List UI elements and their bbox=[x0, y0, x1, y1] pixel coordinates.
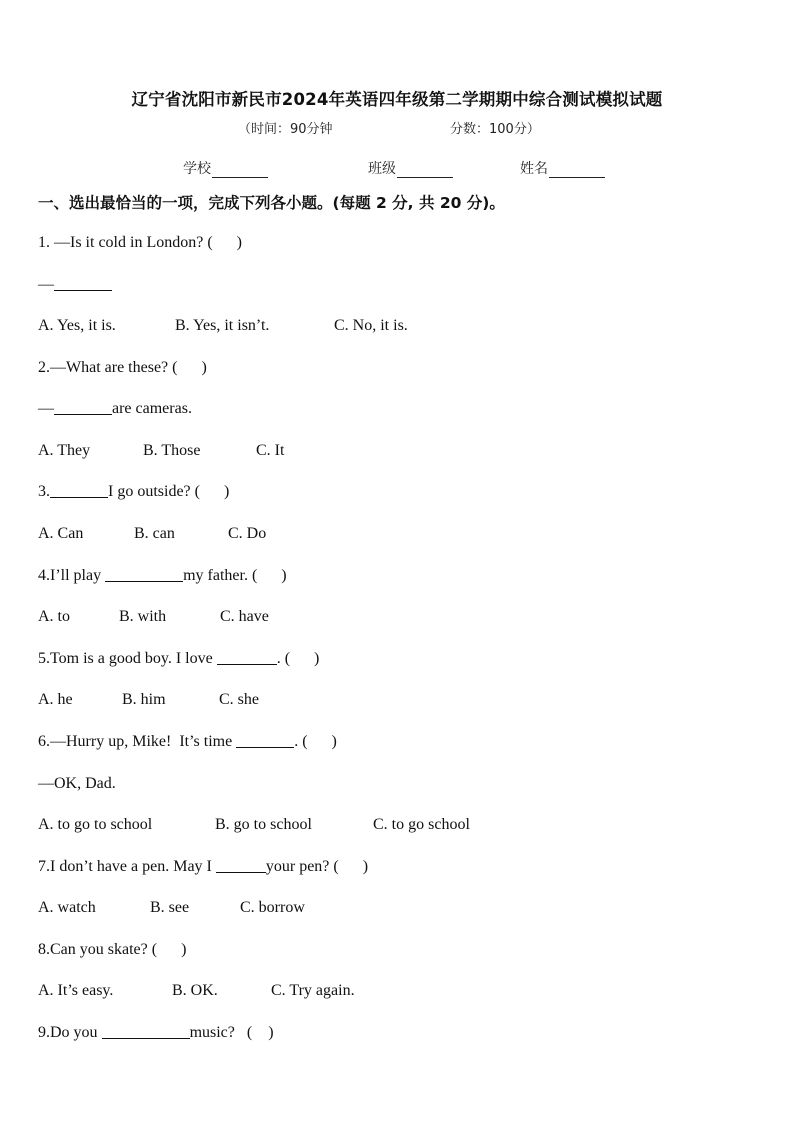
question-7 bbox=[38, 857, 368, 877]
option-c[interactable]: C. to go school bbox=[373, 816, 470, 833]
class-field bbox=[368, 158, 453, 178]
option-c[interactable]: C. Do bbox=[228, 525, 267, 542]
question-8: 8.Can you skate? ( ) bbox=[38, 941, 187, 958]
question-text-end: my father. ( ) bbox=[183, 567, 287, 584]
options-8 bbox=[38, 981, 355, 1001]
answer-suffix: are cameras. bbox=[112, 400, 192, 417]
option-c[interactable]: C. borrow bbox=[240, 899, 305, 916]
option-c[interactable]: C. Try again. bbox=[271, 982, 355, 999]
answer-blank[interactable] bbox=[54, 275, 112, 291]
question-1: 1. —Is it cold in London? ( ) bbox=[38, 234, 242, 251]
question-text-end: music? ( ) bbox=[189, 1024, 274, 1041]
question-text: 7.I don’t have a pen. May I bbox=[38, 858, 216, 875]
question-4 bbox=[38, 566, 287, 586]
answer-blank[interactable] bbox=[216, 857, 266, 873]
answer-blank[interactable] bbox=[236, 732, 294, 748]
section-title: 一、选出最恰当的一项，完成下列各小题。(每题 2 分, 共 20 分)。 bbox=[38, 194, 505, 212]
question-text: 9.Do you bbox=[38, 1024, 102, 1041]
question-number: 3. bbox=[38, 483, 50, 500]
option-b[interactable]: B. OK. bbox=[172, 982, 218, 999]
answer-line-1 bbox=[38, 275, 112, 295]
options-4 bbox=[38, 607, 269, 627]
option-b[interactable]: B. Those bbox=[143, 442, 201, 459]
question-9 bbox=[38, 1023, 274, 1043]
answer-blank[interactable] bbox=[50, 482, 108, 498]
option-c[interactable]: C. she bbox=[219, 691, 259, 708]
answer-blank[interactable] bbox=[102, 1023, 190, 1039]
page-title: 辽宁省沈阳市新民市2024年英语四年级第二学期期中综合测试模拟试题 bbox=[131, 90, 663, 109]
option-c[interactable]: C. No, it is. bbox=[334, 317, 408, 334]
option-c[interactable]: C. It bbox=[256, 442, 285, 459]
options-6 bbox=[38, 815, 470, 835]
option-b[interactable]: B. Yes, it isn’t. bbox=[175, 317, 270, 334]
options-2 bbox=[38, 441, 284, 461]
question-text: 5.Tom is a good boy. I love bbox=[38, 650, 217, 667]
school-field bbox=[183, 158, 268, 178]
option-a[interactable]: A. It’s easy. bbox=[38, 982, 114, 999]
answer-blank[interactable] bbox=[54, 399, 112, 415]
class-blank[interactable] bbox=[397, 163, 453, 178]
question-text: 6.—Hurry up, Mike! It’s time bbox=[38, 733, 237, 750]
question-text: I go outside? ( ) bbox=[108, 483, 230, 500]
option-b[interactable]: B. go to school bbox=[215, 816, 312, 833]
question-text: 4.I’ll play bbox=[38, 567, 106, 584]
exam-time: （时间：90分钟 bbox=[238, 122, 333, 137]
option-a[interactable]: A. Can bbox=[38, 525, 84, 542]
question-text-end: . ( ) bbox=[276, 650, 320, 667]
option-a[interactable]: A. Yes, it is. bbox=[38, 317, 116, 334]
options-3 bbox=[38, 524, 266, 544]
name-field bbox=[520, 158, 605, 178]
exam-score: 分数：100分） bbox=[450, 122, 540, 137]
name-blank[interactable] bbox=[549, 163, 605, 178]
question-text-end: . ( ) bbox=[294, 733, 337, 750]
class-label: 班级 bbox=[368, 161, 396, 177]
option-a[interactable]: A. to bbox=[38, 608, 70, 625]
answer-line-2 bbox=[38, 399, 192, 419]
answer-blank[interactable] bbox=[217, 649, 277, 665]
option-b[interactable]: B. him bbox=[122, 691, 166, 708]
option-c[interactable]: C. have bbox=[220, 608, 269, 625]
option-a[interactable]: A. watch bbox=[38, 899, 96, 916]
question-text-end: your pen? ( ) bbox=[265, 858, 369, 875]
dash: — bbox=[38, 400, 54, 417]
question-2: 2.—What are these? ( ) bbox=[38, 359, 207, 376]
option-b[interactable]: B. with bbox=[119, 608, 167, 625]
answer-line-6: —OK, Dad. bbox=[38, 775, 116, 792]
question-3 bbox=[38, 482, 229, 502]
option-b[interactable]: B. can bbox=[134, 525, 175, 542]
question-5 bbox=[38, 649, 319, 669]
name-label: 姓名 bbox=[520, 161, 548, 177]
option-a[interactable]: A. They bbox=[38, 442, 91, 459]
options-7 bbox=[38, 898, 305, 918]
answer-blank[interactable] bbox=[105, 566, 183, 582]
option-a[interactable]: A. he bbox=[38, 691, 73, 708]
option-b[interactable]: B. see bbox=[150, 899, 190, 916]
options-1 bbox=[38, 316, 408, 336]
dash: — bbox=[38, 276, 54, 293]
options-5 bbox=[38, 690, 259, 710]
option-a[interactable]: A. to go to school bbox=[38, 816, 153, 833]
school-blank[interactable] bbox=[212, 163, 268, 178]
school-label: 学校 bbox=[183, 161, 211, 177]
question-6 bbox=[38, 732, 337, 752]
